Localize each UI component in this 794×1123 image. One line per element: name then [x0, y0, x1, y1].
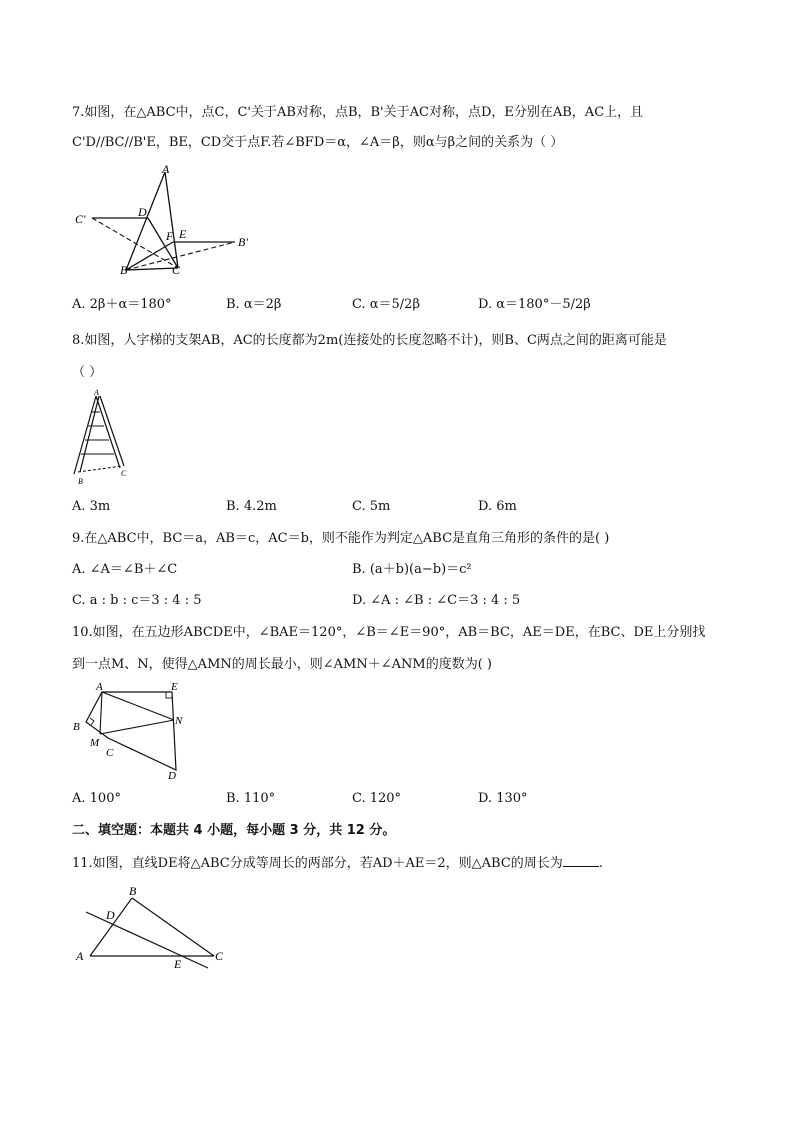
q8-label-A: A — [94, 388, 99, 397]
q10-figure — [70, 678, 200, 784]
q10-option-b: B. 110° — [226, 791, 276, 806]
q8-option-d: D. 6m — [478, 499, 517, 514]
q7-stem-line2: C'D//BC//B'E，BE，CD交于点F.若∠BFD＝α，∠A＝β，则α与β之间的关系为（ ） — [72, 135, 564, 150]
q8-figure — [66, 388, 136, 488]
section-2-heading: 二、填空题：本题共 4 小题，每小题 3 分，共 12 分。 — [72, 823, 396, 838]
q9-option-d: D. ∠A : ∠B : ∠C＝3 : 4 : 5 — [352, 593, 521, 608]
q10-label-A: A — [96, 681, 103, 693]
q7-option-c: C. α＝5/2β — [352, 297, 420, 312]
q10-label-N: N — [175, 715, 183, 727]
q10-label-M: M — [90, 737, 100, 749]
q9-option-a: A. ∠A＝∠B＋∠C — [72, 562, 178, 577]
q9-stem: 9.在△ABC中，BC＝a，AB＝c，AC＝b，则不能作为判定△ABC是直角三角形的条件的是( ) — [72, 531, 610, 546]
q7-stem-line1: 7.如图，在△ABC中，点C，C'关于AB对称，点B，B'关于AC对称，点D，E分别在AB，AC上，且 — [72, 105, 644, 120]
q11-figure — [72, 884, 242, 974]
q8-option-c: C. 5m — [352, 499, 391, 514]
q10-option-a: A. 100° — [72, 791, 121, 806]
q11-label-C: C — [215, 949, 224, 963]
q8-stem-line2: （ ） — [72, 365, 103, 380]
q8-label-C: C — [121, 469, 127, 478]
q7-option-b: B. α＝2β — [226, 297, 282, 312]
q11-stem — [72, 854, 603, 873]
q11-label-E: E — [174, 957, 182, 971]
q10-label-B: B — [73, 721, 80, 733]
q7-label-B-prime: B' — [238, 235, 248, 249]
q8-label-B: B — [78, 477, 83, 486]
q7-option-d: D. α＝180°－5/2β — [478, 297, 591, 312]
q9-option-c: C. a : b : c＝3 : 4 : 5 — [72, 593, 202, 608]
q7-label-B: B — [120, 263, 128, 277]
q7-option-a: A. 2β＋α＝180° — [72, 297, 172, 312]
q11-stem-text: 11.如图，直线DE将△ABC分成等周长的两部分，若AD＋AE＝2，则△ABC的周长为 — [72, 856, 563, 871]
q11-answer-blank — [563, 854, 599, 867]
q11-stem-end: . — [598, 856, 603, 871]
q10-label-D: D — [168, 770, 176, 782]
q11-label-A: A — [76, 949, 84, 963]
q7-label-A: A — [162, 162, 170, 176]
q10-stem-line2: 到一点M、N，使得△AMN的周长最小，则∠AMN＋∠ANM的度数为( ) — [72, 657, 492, 672]
q8-option-b: B. 4.2m — [226, 499, 277, 514]
q7-label-C: C — [172, 263, 181, 277]
q7-label-F: F — [166, 229, 174, 243]
q10-option-c: C. 120° — [352, 791, 402, 806]
q11-label-D: D — [106, 908, 115, 922]
q7-label-C-prime: C' — [75, 212, 86, 226]
q11-label-B: B — [129, 884, 137, 898]
q10-label-C: C — [106, 747, 114, 759]
q10-option-d: D. 130° — [478, 791, 528, 806]
q8-stem-line1: 8.如图，人字梯的支架AB，AC的长度都为2m(连接处的长度忽略不计)，则B、C两点之间的距离可能是 — [72, 333, 667, 348]
q7-label-E: E — [179, 227, 187, 241]
q8-option-a: A. 3m — [72, 499, 111, 514]
q10-label-E: E — [171, 681, 178, 693]
q9-option-b: B. (a＋b)(a−b)＝c² — [352, 562, 472, 577]
q10-stem-line1: 10.如图，在五边形ABCDE中，∠BAE＝120°，∠B＝∠E＝90°，AB＝BC，AE＝DE，在BC、DE上分别找 — [72, 625, 706, 640]
q7-figure — [70, 160, 270, 280]
q7-label-D: D — [138, 205, 147, 219]
